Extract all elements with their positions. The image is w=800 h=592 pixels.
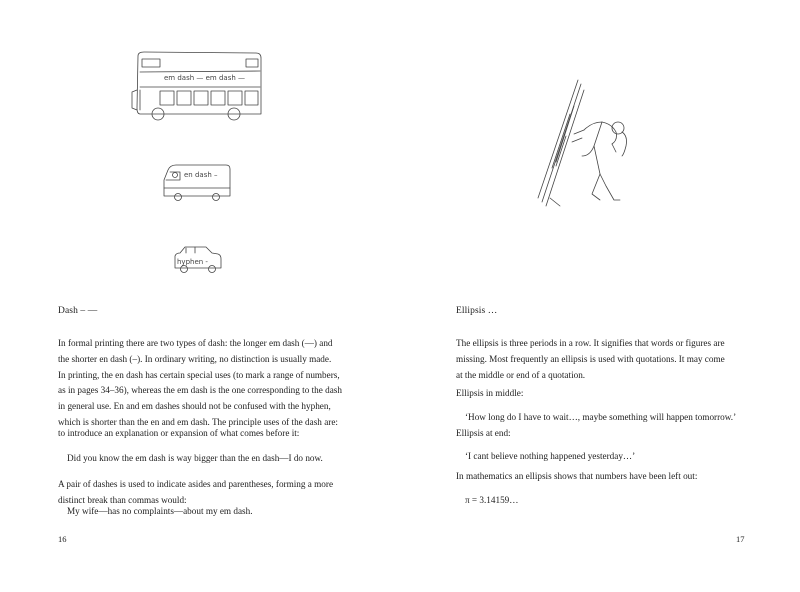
- text-line: π = 3.14159…: [465, 495, 519, 505]
- text-line: the shorter en dash (–). In ordinary writing, no distinction is usually made.: [58, 353, 332, 364]
- text-line: In formal printing there are two types of dash: the longer em dash (—) and: [58, 338, 333, 348]
- ellipsis-middle-example: [456, 410, 800, 426]
- figure-pushing-wall-illustration: [530, 76, 640, 216]
- right-page: [400, 0, 800, 592]
- van-illustration: [160, 162, 234, 202]
- car-label: hyphen -: [177, 258, 208, 266]
- page-number-left: 16: [58, 534, 67, 544]
- ellipsis-middle-label: [456, 386, 796, 402]
- text-line: ‘I cant believe nothing happened yesterday…’: [465, 451, 636, 461]
- text-line: The ellipsis is three periods in a row. It signifies that words or figures are: [456, 338, 725, 348]
- text-line: Ellipsis in middle:: [456, 388, 524, 398]
- text-line: in general use. En and em dashes should not be confused with the hyphen,: [58, 401, 331, 412]
- text-line: at the middle or end of a quotation.: [456, 369, 586, 380]
- ellipsis-end-example: [456, 449, 800, 465]
- text-line: In printing, the en dash has certain special uses (to mark a range of numbers,: [58, 369, 340, 380]
- text-line: to introduce an explanation or expansion of what comes before it:: [58, 428, 300, 438]
- text-line: missing. Most frequently an ellipsis is used with quotations. It may come: [456, 353, 725, 364]
- text-line: as in pages 34–36), whereas the em dash is the one corresponding to the dash: [58, 385, 342, 396]
- ellipsis-math-text: [456, 469, 796, 485]
- van-label: en dash –: [184, 171, 218, 179]
- dash-use-intro: [58, 426, 398, 442]
- dash-example-2: [58, 504, 407, 520]
- car-illustration: [172, 244, 224, 274]
- dash-heading: Dash – —: [58, 306, 98, 316]
- ellipsis-heading: Ellipsis …: [456, 306, 498, 316]
- ellipsis-intro-paragraph: [456, 336, 796, 383]
- text-line: In mathematics an ellipsis shows that numbers have been left out:: [456, 471, 698, 481]
- bus-illustration: [130, 50, 280, 122]
- dash-example-1: [58, 451, 407, 467]
- ellipsis-end-label: [456, 426, 796, 442]
- page-number-right: 17: [736, 534, 745, 544]
- text-line: A pair of dashes is used to indicate asides and parentheses, forming a more: [58, 479, 334, 489]
- text-line: ‘How long do I have to wait…, maybe something will happen tomorrow.’: [465, 412, 737, 422]
- text-line: which is shorter than the en and em dash. The principle uses of the dash are:: [58, 416, 338, 427]
- text-line: Did you know the em dash is way bigger than the en dash—I do now.: [67, 453, 323, 463]
- bus-label: em dash — em dash —: [164, 74, 246, 82]
- text-line: distinct break than commas would:: [58, 494, 187, 505]
- text-line: My wife—has no complaints—about my em dash.: [67, 506, 253, 516]
- ellipsis-math-example: [456, 493, 800, 509]
- text-line: Ellipsis at end:: [456, 428, 511, 438]
- dash-intro-paragraph: [58, 336, 398, 431]
